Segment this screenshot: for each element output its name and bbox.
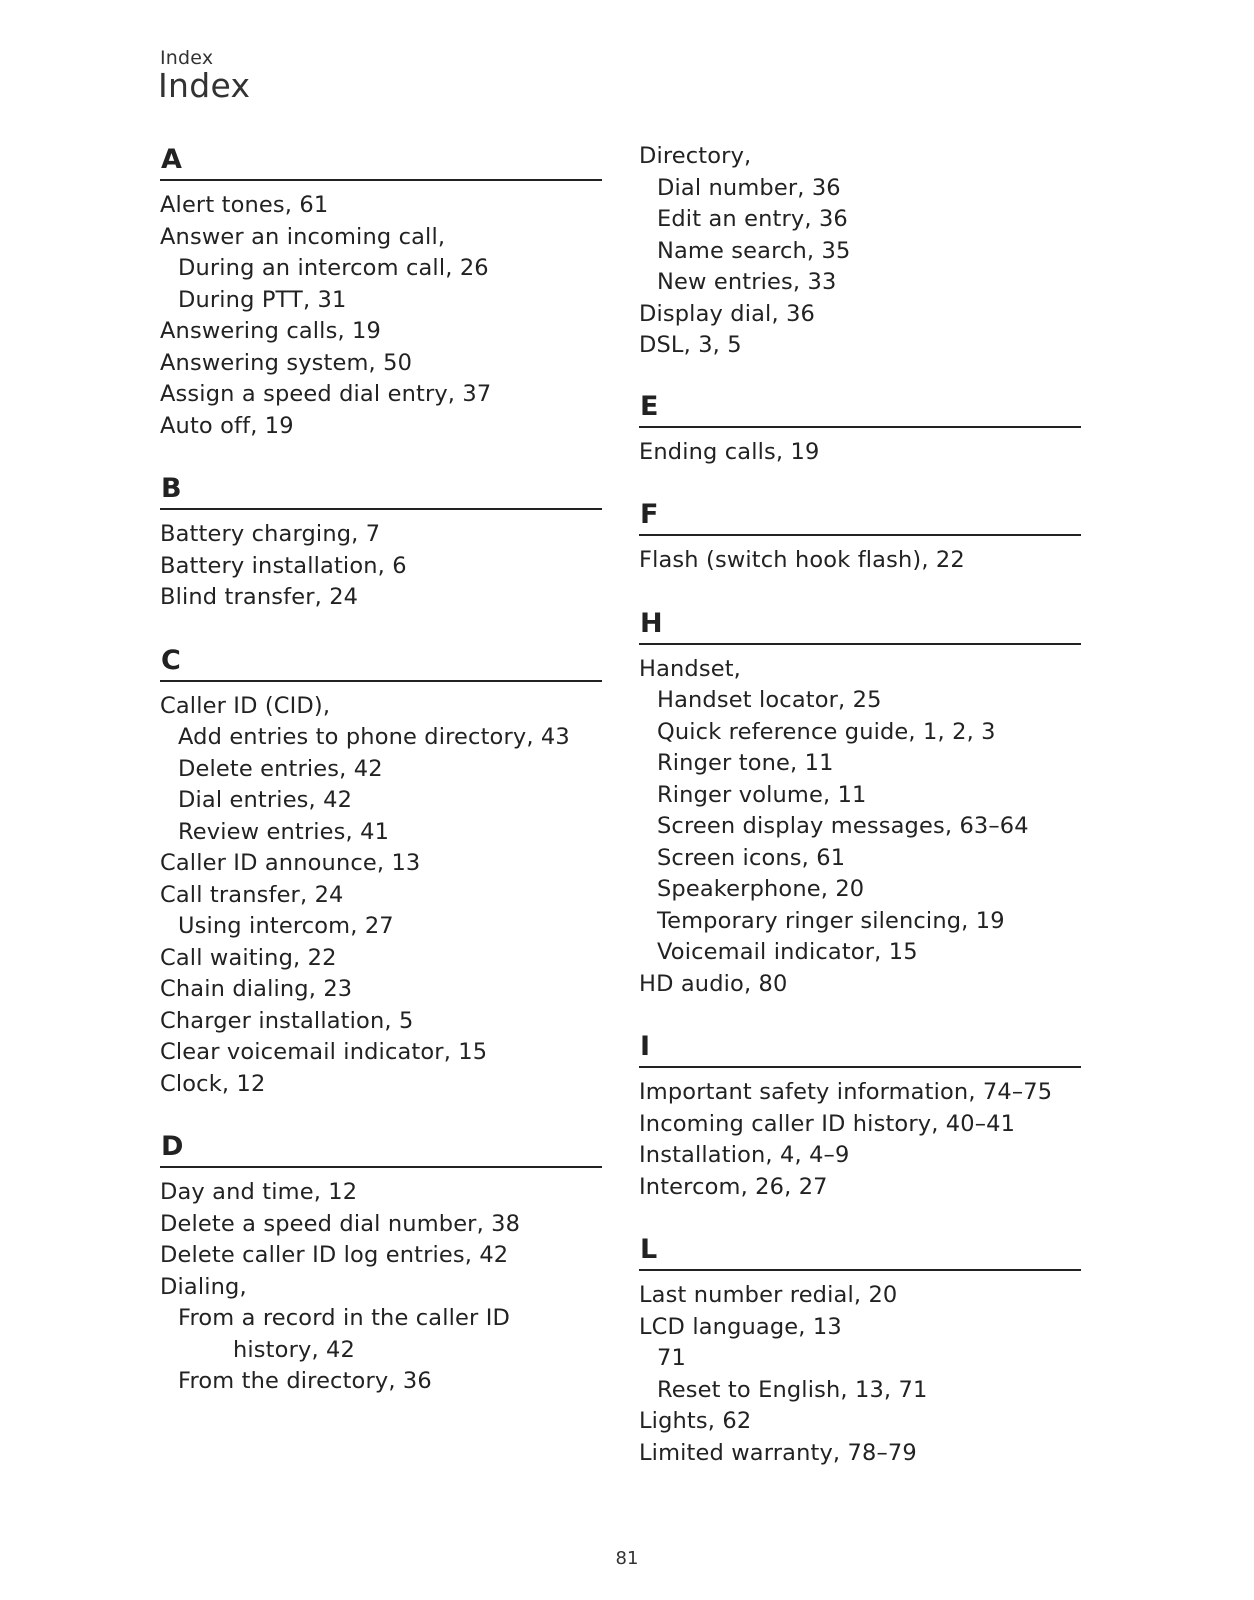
index-section-e [639,388,1081,469]
index-subentry: Ringer volume, 11 [657,781,867,808]
index-entry: Display dial, 36 [639,300,815,327]
index-entry: Answer an incoming call, [160,223,446,250]
index-subentry: Delete entries, 42 [178,755,383,782]
index-entry: Important safety information, 74–75 [639,1079,1053,1105]
section-letter-heading: B [160,470,602,510]
section-letter-heading: A [160,141,602,181]
index-subentry: Edit an entry, 36 [657,206,848,232]
section-letter-heading: E [639,388,1081,428]
index-entry: Chain dialing, 23 [160,976,353,1002]
index-subentry: Quick reference guide, 1, 2, 3 [657,718,996,745]
index-section-h [639,605,1081,1001]
index-entry: Auto off, 19 [160,412,294,439]
index-subentry: Screen icons, 61 [657,844,846,871]
index-entry: Call waiting, 22 [160,944,337,971]
index-entry: Clear voicemail indicator, 15 [160,1039,488,1065]
index-section-i [639,1028,1081,1203]
index-entry: Alert tones, 61 [160,192,329,218]
index-subentry: Using intercom, 27 [178,913,394,939]
index-subentry: From a record in the caller ID [178,1305,510,1331]
index-subentry: Name search, 35 [657,237,851,264]
index-subentry: Add entries to phone directory, 43 [178,724,570,750]
section-letter-heading: H [639,605,1081,645]
section-letter-heading: L [639,1231,1081,1271]
index-column-left [160,141,602,1426]
index-entry: Answering calls, 19 [160,318,381,344]
index-subentry: Reset to English, 13, 71 [657,1376,928,1403]
section-letter-heading: D [160,1128,602,1168]
index-entry: Assign a speed dial entry, 37 [160,381,492,407]
index-entry: Day and time, 12 [160,1179,358,1205]
index-entry: Installation, 4, 4–9 [639,1142,850,1168]
index-subentry: During PTT, 31 [178,286,347,313]
index-section-c [160,642,602,1101]
index-entry: Caller ID announce, 13 [160,850,421,876]
index-entry: Caller ID (CID), [160,692,331,719]
section-letter-heading: I [639,1028,1081,1068]
index-subentry: Dial entries, 42 [178,787,353,813]
index-subentry: New entries, 33 [657,269,837,295]
running-head: Index [160,47,214,69]
index-entry: Blind transfer, 24 [160,584,359,610]
index-entry: Answering system, 50 [160,349,413,376]
index-subentry: From the directory, 36 [178,1368,432,1394]
index-entry: Delete a speed dial number, 38 [160,1210,521,1237]
index-entry: Last number redial, 20 [639,1282,898,1308]
index-entry: Handset, [639,655,741,682]
index-section-d [160,1128,602,1398]
index-entry: HD audio, 80 [639,970,788,997]
index-subentry: Voicemail indicator, 15 [657,939,918,965]
index-entry: Intercom, 26, 27 [639,1173,828,1200]
index-entry: Directory, [639,143,752,169]
index-entry: Delete caller ID log entries, 42 [160,1242,509,1268]
index-subentry: Dial number, 36 [657,174,841,201]
index-entry: Battery installation, 6 [160,552,407,579]
index-section-a [160,141,602,442]
index-column-right [639,141,1081,1497]
index-entry: Flash (switch hook flash), 22 [639,547,965,573]
page-title: Index [158,66,251,105]
index-entry: Lights, 62 [639,1408,752,1434]
section-letter-heading: C [160,642,602,682]
index-entry: Incoming caller ID history, 40–41 [639,1110,1016,1137]
page-number: 81 [615,1548,639,1569]
index-subentry: Handset locator, 25 [657,687,882,713]
index-section-b [160,470,602,614]
index-entry: Dialing, [160,1273,247,1300]
index-subentry: Screen display messages, 63–64 [657,813,1029,839]
index-section-continued [639,141,1081,362]
index-subentry: history, 42 [233,1336,355,1363]
index-subentry: During an intercom call, 26 [178,255,489,281]
index-subentry: Temporary ringer silencing, 19 [657,907,1005,934]
index-entry: Limited warranty, 78–79 [639,1439,917,1466]
index-subentry: Ringer tone, 11 [657,750,834,776]
index-subentry: 71 [657,1345,686,1371]
index-section-l [639,1231,1081,1469]
index-subentry: Review entries, 41 [178,818,390,845]
index-entry: Battery charging, 7 [160,521,381,547]
index-entry: Clock, 12 [160,1070,266,1097]
index-subentry: Speakerphone, 20 [657,876,865,902]
index-entry: Call transfer, 24 [160,881,344,908]
index-entry: Charger installation, 5 [160,1007,414,1034]
section-letter-heading: F [639,496,1081,536]
index-entry: Ending calls, 19 [639,438,820,465]
index-section-f [639,496,1081,577]
index-entry: LCD language, 13 [639,1313,842,1340]
index-entry: DSL, 3, 5 [639,332,742,358]
